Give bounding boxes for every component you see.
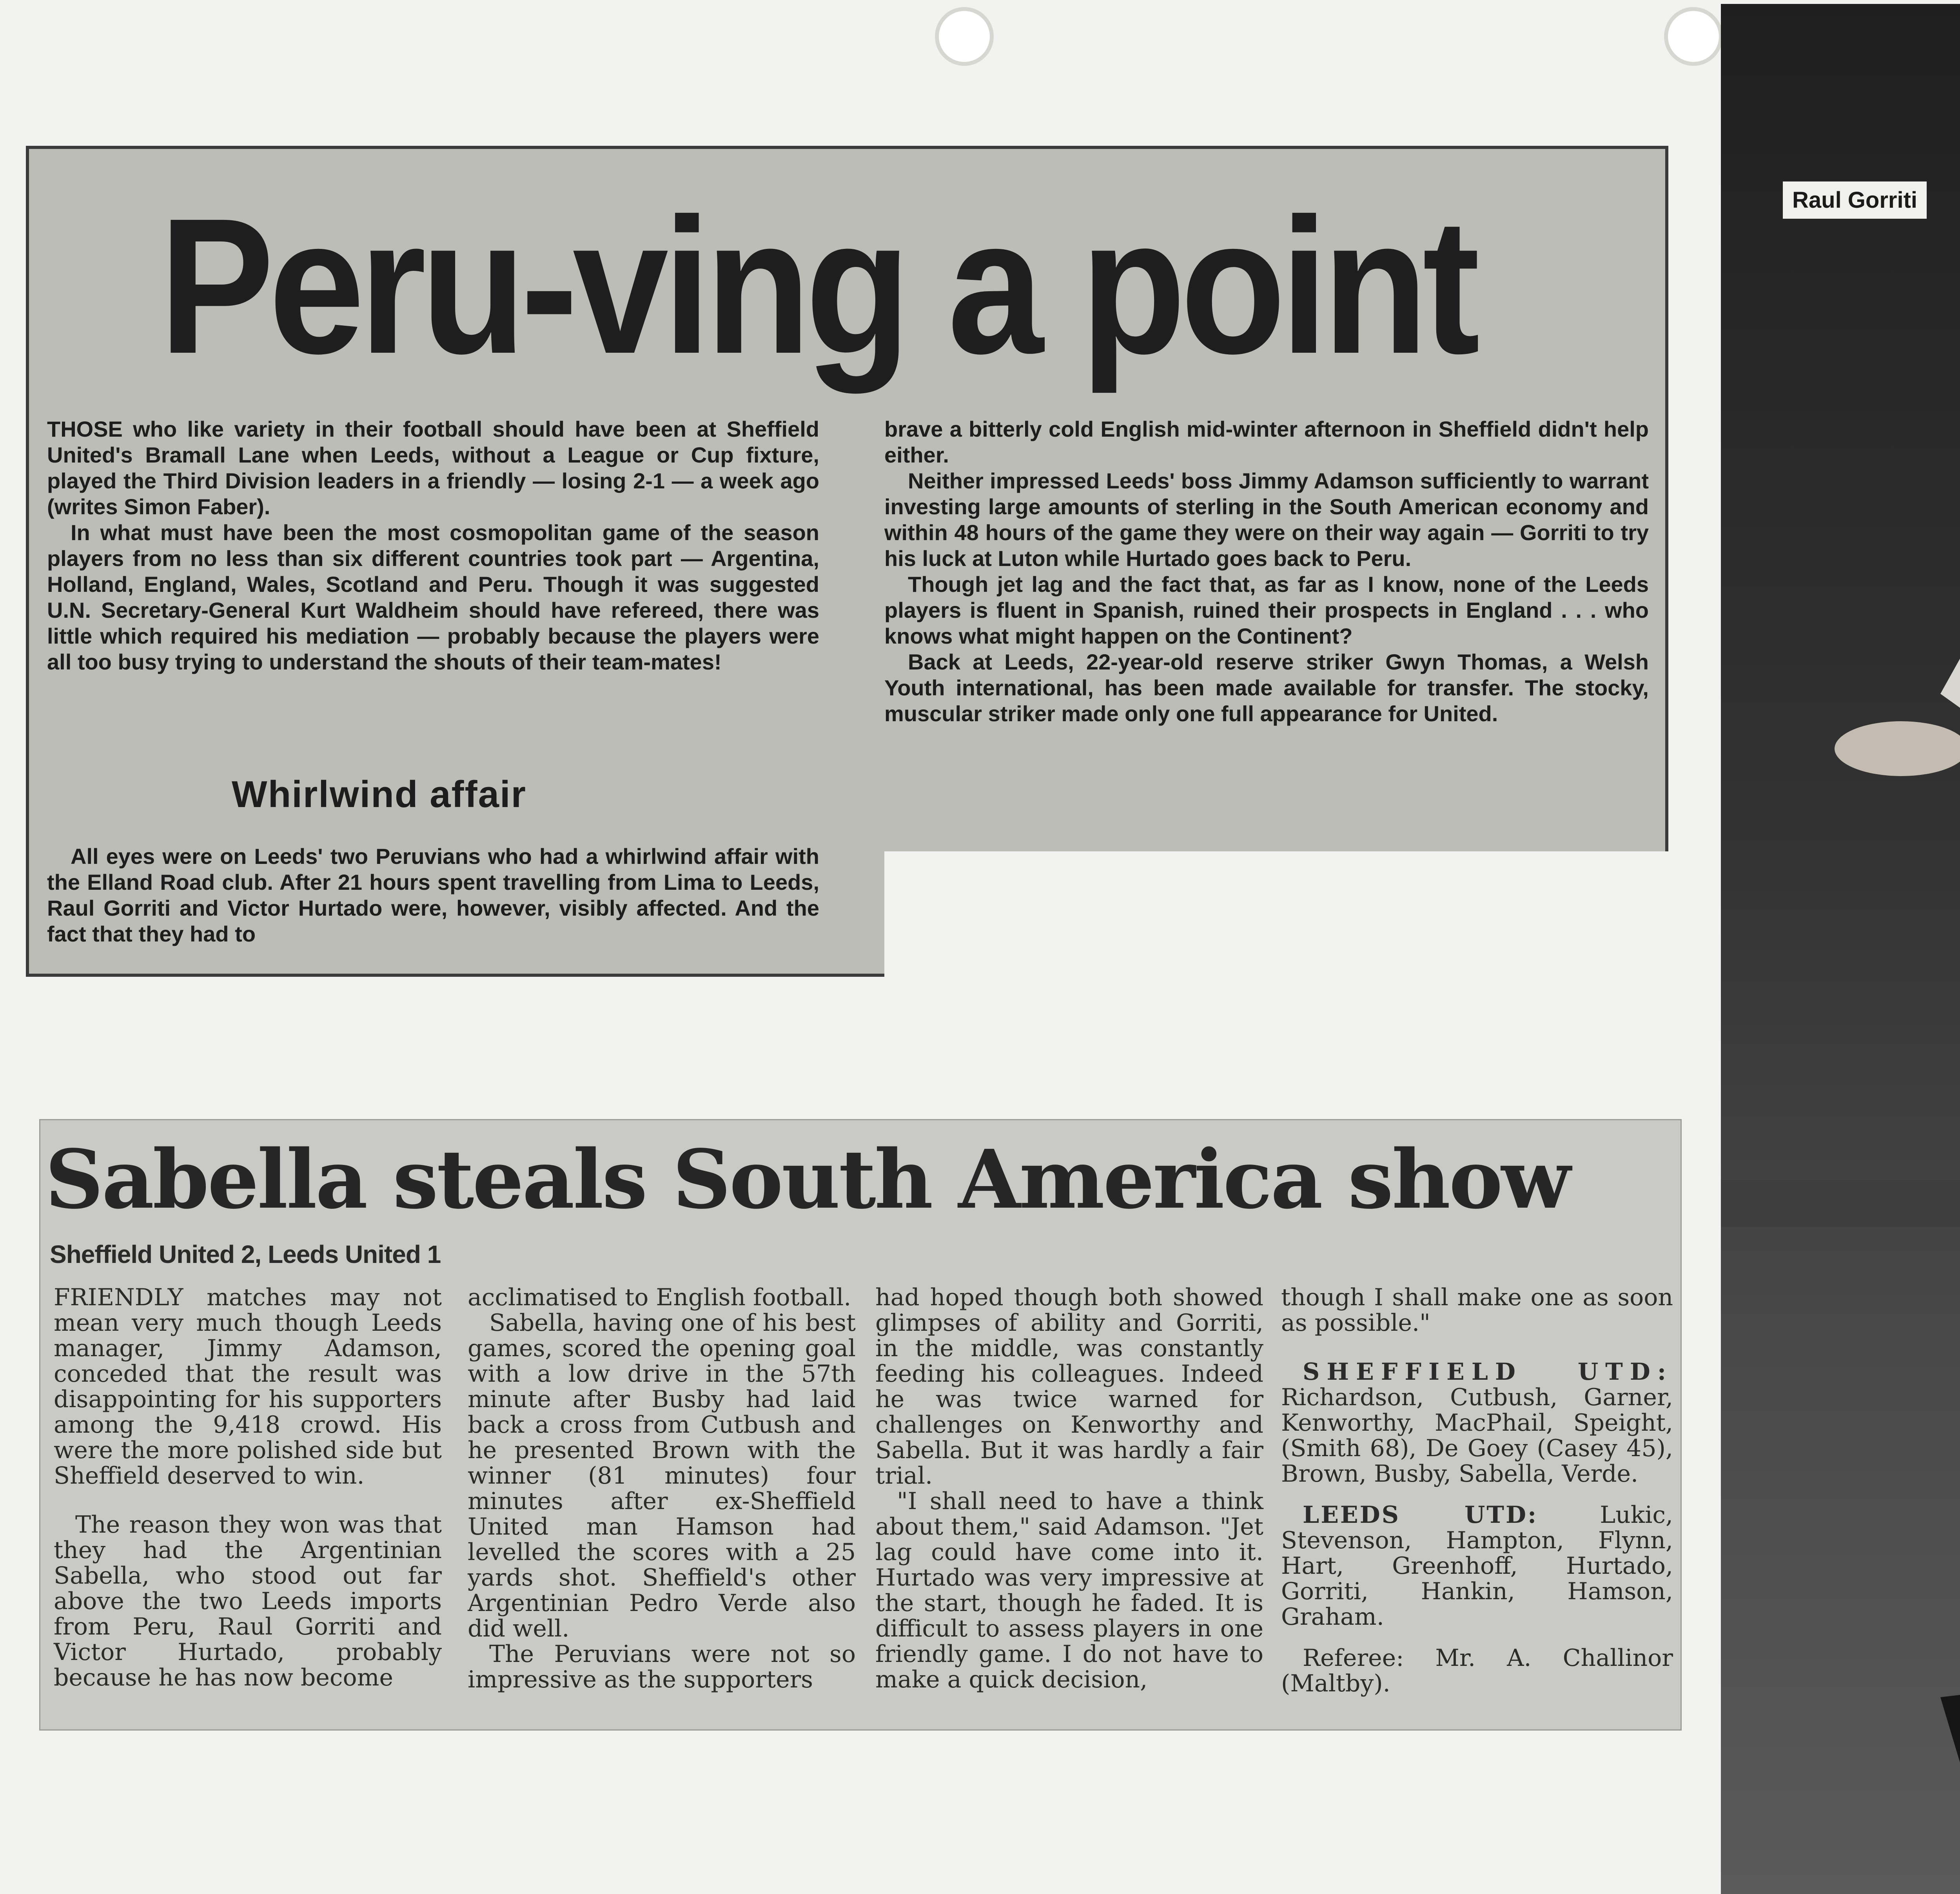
article-column-1: [54, 1285, 442, 1724]
match-result: Sheffield United 2, Leeds United 1: [50, 1240, 441, 1268]
article-column-2: [884, 416, 1649, 851]
article-column-1-continued: [47, 844, 819, 969]
subheading: Whirlwind affair: [232, 773, 526, 815]
paragraph: though I shall make one as soon as possible.": [1281, 1284, 1673, 1337]
paragraph: In what must have been the most cosmopolitan game of the season players from no less than six different countries took part — Argentina, Holland, England, Wales, Scotland and Peru. Though it was suggested U.N. Secretary-General Kurt Waldheim should have refereed, there was little which required his mediation — probably because the players were all too busy trying to understand the shouts of their team-mates!: [47, 520, 819, 674]
paragraph: The Peruvians were not so impressive as the supporters: [468, 1640, 856, 1693]
headline: Sabella steals South America show: [45, 1132, 1570, 1227]
article-column-3: [875, 1285, 1263, 1724]
paragraph: Back at Leeds, 22-year-old reserve striker Gwyn Thomas, a Welsh Youth international, has been made available for transfer. The stocky, muscular striker made only one full appearance for United.: [884, 649, 1649, 726]
clipping-peru-ving: [26, 146, 1668, 977]
headline: Peru-ving a point: [159, 178, 1475, 394]
team-sheffield: [1281, 1359, 1673, 1487]
photo-caption: Raul Gorriti: [1783, 181, 1927, 219]
paragraph: FRIENDLY matches may not mean very much though Leeds manager, Jimmy Adamson, conceded that the result was disappointing for his supporters among the 9,418 crowd. His were the more polished side but Sheffield deserved to win.: [54, 1284, 442, 1489]
paragraph: Sabella, having one of his best games, scored the opening goal with a low drive in the 57th minute after Busby had laid back a cross from Cutbush and he presented Brown with the winner (81 minutes) four minutes after ex-Sheffield United man Hamson had levelled the scores with a 25 yards shot. Sheffield's other Argentinian Pedro Verde also did well.: [468, 1309, 856, 1642]
paragraph: brave a bitterly cold English mid-winter afternoon in Sheffield didn't help either.: [884, 417, 1649, 467]
punch-hole-left: [935, 7, 994, 66]
team-leeds: [1281, 1502, 1673, 1630]
team-heading: LEEDS UTD:: [1303, 1501, 1538, 1529]
article-column-2: [468, 1285, 856, 1724]
referee-line: Referee: Mr. A. Challinor (Maltby).: [1281, 1644, 1673, 1697]
paragraph: The reason they won was that they had the Argentinian Sabella, who stood out far above the two Leeds imports from Peru, Raul Gorriti and Victor Hurtado, probably because he has now become: [54, 1511, 442, 1691]
team-heading: SHEFFIELD UTD:: [1303, 1358, 1673, 1386]
paragraph: acclimatised to English football.: [468, 1284, 851, 1311]
team-list: Richardson, Cutbush, Garner, Kenworthy, MacPhail, Speight, (Smith 68), De Goey (Casey 45), Brown, Busby, Sabella, Verde.: [1281, 1384, 1673, 1488]
team-list: Lukic, Stevenson, Hampton, Flynn, Hart, Greenhoff, Hurtado, Gorriti, Hankin, Hamson, Graham.: [1281, 1501, 1673, 1631]
paragraph: Neither impressed Leeds' boss Jimmy Adamson sufficiently to warrant investing large amounts of sterling in the South American economy and within 48 hours of the game they were on their way again — Gorriti to try his luck at Luton while Hurtado goes back to Peru.: [884, 468, 1649, 571]
paragraph: All eyes were on Leeds' two Peruvians who had a whirlwind affair with the Elland Road club. After 21 hours spent travelling from Lima to Leeds, Raul Gorriti and Victor Hurtado were, however, visibly affected. And the fact that they had to: [47, 844, 819, 946]
article-column-4: [1281, 1285, 1673, 1724]
paragraph: Though jet lag and the fact that, as far as I know, none of the Leeds players is fluent in Spanish, ruined their prospects in England . . . who knows what might happen on the Continent?: [884, 572, 1649, 648]
photo-illustration: [1721, 4, 1960, 1894]
punch-hole-right: [1664, 7, 1723, 66]
player-photo: [1721, 4, 1960, 1894]
paragraph: had hoped though both showed glimpses of ability and Gorriti, in the middle, was constantly feeding his colleagues. Indeed he was twice warned for challenges on Kenworthy and Sabella. But it was hardly a fair trial.: [875, 1284, 1263, 1489]
paragraph: "I shall need to have a think about them," said Adamson. "Jet lag could have come into it. Hurtado was very impressive at the start, though he faded. It is difficult to assess players in one friendly game. I do not have to make a quick decision,: [875, 1488, 1263, 1693]
clipping-sabella: [39, 1119, 1682, 1731]
paragraph: THOSE who like variety in their football should have been at Sheffield United's Bramall Lane when Leeds, without a League or Cup fixture, played the Third Division leaders in a friendly — losing 2-1 — a week ago (writes Simon Faber).: [47, 417, 819, 519]
